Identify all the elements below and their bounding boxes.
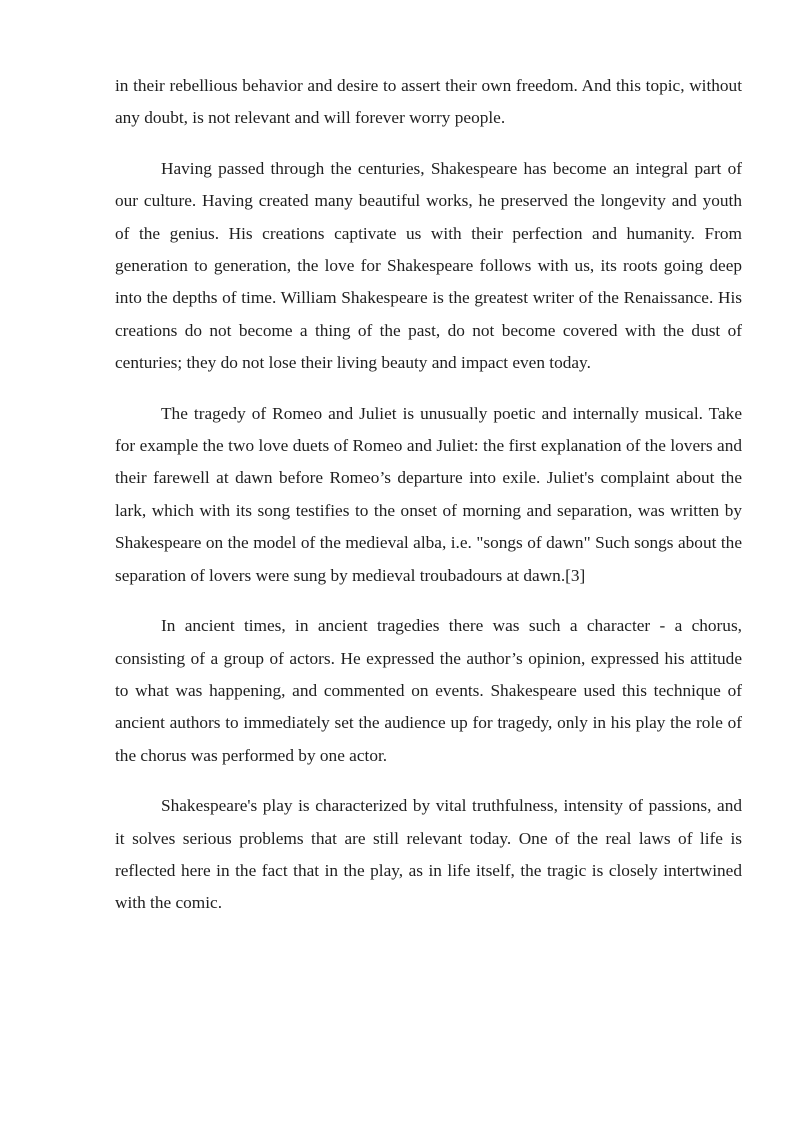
document-body (115, 70, 742, 920)
paragraph-1: in their rebellious behavior and desire to assert their own freedom. And this topic, without any doubt, is not relevant and will forever worry people. (115, 76, 742, 128)
paragraph-5: Shakespeare's play is characterized by vital truthfulness, intensity of passions, and it solves serious problems that are still relevant today. One of the real laws of life is reflected here in the fact that in the play, as in life itself, the tragic is closely intertwined with the comic. (115, 796, 742, 913)
paragraph-2: Having passed through the centuries, Shakespeare has become an integral part of our culture. Having created many beautiful works, he preserved the longevity and youth of the genius. His creations captivate us with their perfection and humanity. From generation to generation, the love for Shakespeare follows with us, its roots going deep into the depths of time. William Shakespeare is the greatest writer of the Renaissance. His creations do not become a thing of the past, do not become covered with the dust of centuries; they do not lose their living beauty and impact even today. (115, 158, 742, 373)
paragraph-4: In ancient times, in ancient tragedies there was such a character - a chorus, consisting of a group of actors. He expressed the author’s opinion, expressed his attitude to what was happening, and commented on events. Shakespeare used this technique of ancient authors to immediately set the audience up for tragedy, only in his play the role of the chorus was performed by one actor. (115, 616, 742, 765)
paragraph-3: The tragedy of Romeo and Juliet is unusually poetic and internally musical. Take for example the two love duets of Romeo and Juliet: the first explanation of the lovers and their farewell at dawn before Romeo’s departure into exile. Juliet's complaint about the lark, which with its song testifies to the onset of morning and separation, was written by Shakespeare on the model of the medieval alba, i.e. "songs of dawn" Such songs about the separation of lovers were sung by medieval troubadours at dawn.[3] (115, 403, 742, 585)
